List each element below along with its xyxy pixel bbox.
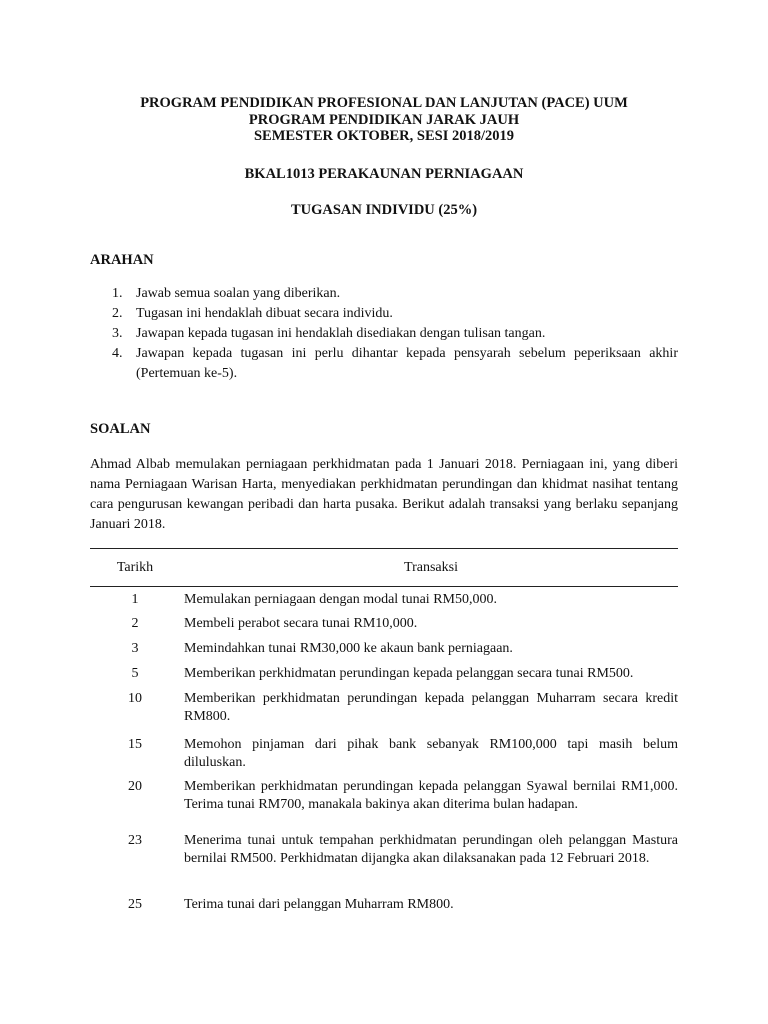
transactions-table	[90, 548, 678, 920]
header-institution: PROGRAM PENDIDIKAN PROFESIONAL DAN LANJUTAN (PACE) UUM	[140, 95, 628, 111]
row-transaction: Memohon pinjaman dari pihak bank sebanyak RM100,000 tapi masih belum diluluskan.	[184, 737, 678, 770]
instruction-number: 3.	[112, 326, 123, 341]
table-row	[90, 591, 678, 615]
table-row	[90, 615, 678, 640]
table-row	[90, 778, 678, 832]
table-row	[90, 690, 678, 736]
row-transaction: Memberikan perkhidmatan perundingan kepada pelanggan Syawal bernilai RM1,000. Terima tunai RM700, manakala bakinya akan diterima bulan hadapan.	[184, 779, 678, 812]
instruction-number: 2.	[112, 306, 123, 321]
instruction-text: Jawapan kepada tugasan ini perlu dihantar kepada pensyarah sebelum peperiksaan akhir (Pertemuan ke-5).	[136, 346, 678, 381]
table-row	[90, 896, 678, 920]
instructions-heading: ARAHAN	[90, 252, 154, 268]
question-heading: SOALAN	[90, 421, 151, 437]
row-transaction: Membeli perabot secara tunai RM10,000.	[184, 616, 418, 631]
instruction-text: Jawapan kepada tugasan ini hendaklah disediakan dengan tulisan tangan.	[136, 326, 546, 341]
row-transaction: Memberikan perkhidmatan perundingan kepada pelanggan Muharram secara kredit RM800.	[184, 691, 678, 724]
table-row	[90, 832, 678, 896]
instruction-text: Jawab semua soalan yang diberikan.	[136, 286, 341, 301]
instruction-text: Tugasan ini hendaklah dibuat secara individu.	[136, 306, 393, 321]
row-date: 2	[131, 616, 139, 631]
instruction-item	[90, 284, 678, 304]
row-date: 10	[128, 691, 142, 706]
header-date: Tarikh	[116, 559, 154, 575]
table-row	[90, 665, 678, 690]
table-row	[90, 640, 678, 665]
instruction-number: 4.	[112, 346, 123, 361]
header-transaction: Transaksi	[404, 559, 458, 575]
row-date: 3	[131, 641, 139, 656]
row-date: 20	[128, 779, 142, 794]
course-title: BKAL1013 PERAKAUNAN PERNIAGAAN	[244, 166, 524, 182]
header-program: PROGRAM PENDIDIKAN JARAK JAUH	[248, 111, 520, 128]
document-header	[90, 95, 678, 145]
row-transaction: Memulakan perniagaan dengan modal tunai RM50,000.	[184, 592, 497, 607]
row-date: 1	[131, 592, 139, 607]
header-semester: SEMESTER OKTOBER, SESI 2018/2019	[253, 128, 514, 144]
row-transaction: Terima tunai dari pelanggan Muharram RM800.	[184, 897, 454, 912]
table-body	[90, 587, 678, 920]
instruction-item	[90, 324, 678, 344]
row-date: 5	[131, 666, 139, 681]
instructions-list	[90, 284, 678, 384]
instruction-number: 1.	[112, 286, 123, 301]
row-transaction: Memindahkan tunai RM30,000 ke akaun bank perniagaan.	[184, 641, 513, 656]
row-date: 23	[128, 833, 142, 848]
table-row	[90, 736, 678, 778]
row-date: 15	[128, 737, 142, 752]
row-transaction: Memberikan perkhidmatan perundingan kepada pelanggan secara tunai RM500.	[184, 666, 634, 681]
instruction-item	[90, 304, 678, 324]
task-title: TUGASAN INDIVIDU (25%)	[290, 202, 478, 218]
row-date: 25	[128, 897, 142, 912]
instruction-item	[90, 344, 678, 384]
table-header	[90, 549, 678, 586]
question-paragraph: Ahmad Albab memulakan perniagaan perkhidmatan pada 1 Januari 2018. Perniagaan ini, yang diberi nama Perniagaan Warisan Harta, menyediakan perkhidmatan perundingan dan khidmat nasihat tentang cara pengurusan kewangan peribadi dan harta pusaka. Berikut adalah transaksi yang berlaku sepanjang Januari 2018.	[90, 457, 678, 532]
row-transaction: Menerima tunai untuk tempahan perkhidmatan perundingan oleh pelanggan Mastura bernilai RM500. Perkhidmatan dijangka akan dilaksanakan pada 12 Februari 2018.	[184, 833, 678, 866]
